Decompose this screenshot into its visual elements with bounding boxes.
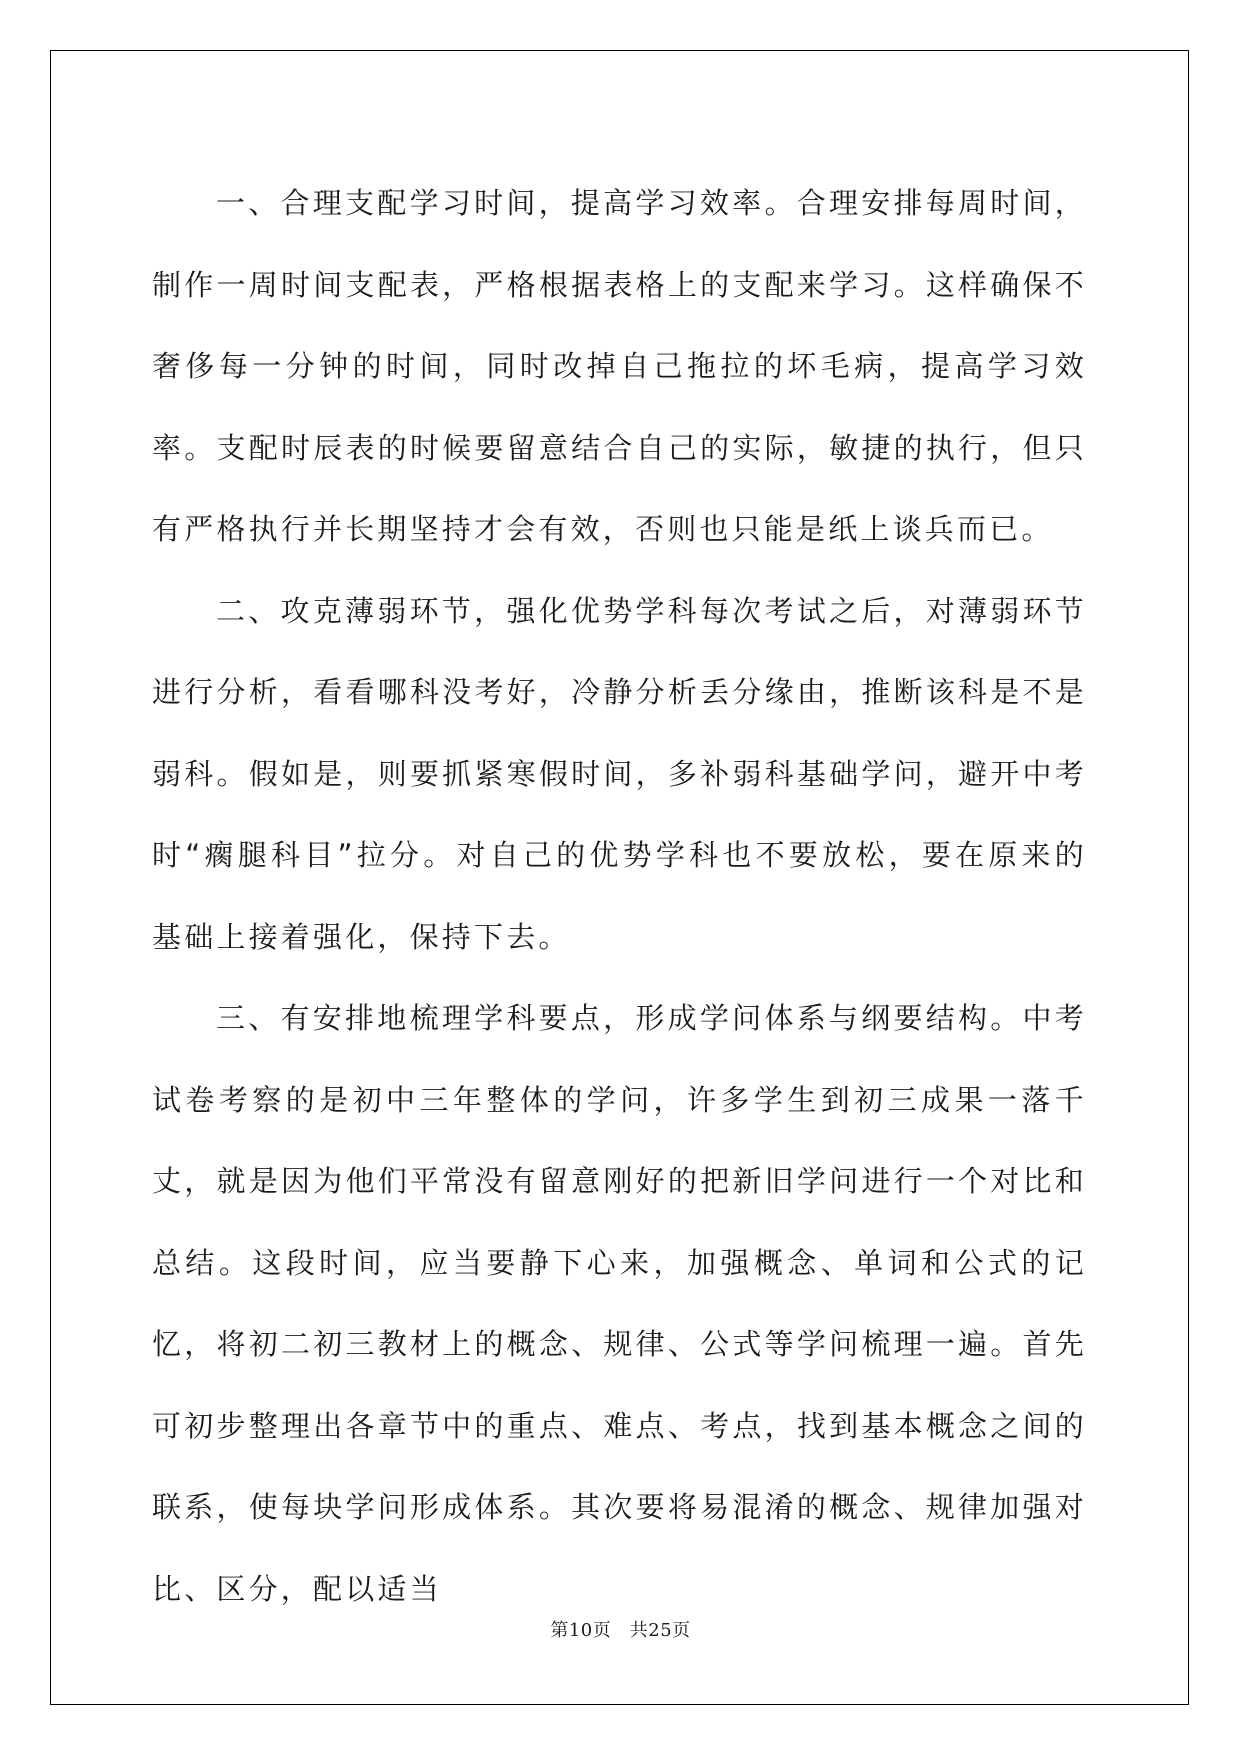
paragraph-1: 一、合理支配学习时间，提高学习效率。合理安排每周时间，制作一周时间支配表，严格根据表格上的支配来学习。这样确保不奢侈每一分钟的时间，同时改掉自己拖拉的坏毛病，提高学习效率。支配时辰表的时候要留意结合自己的实际，敏捷的执行，但只有严格执行并长期坚持才会有效，否则也只能是纸上谈兵而已。 — [152, 186, 1087, 546]
page-number-footer: 第10页 共25页 — [550, 1620, 691, 1641]
document-body — [152, 163, 1087, 1630]
paragraph-2: 二、攻克薄弱环节，强化优势学科每次考试之后，对薄弱环节进行分析，看看哪科没考好，冷静分析丢分缘由，推断该科是不是弱科。假如是，则要抓紧寒假时间，多补弱科基础学问，避开中考时“瘸腿科目”拉分。对自己的优势学科也不要放松，要在原来的基础上接着强化，保持下去。 — [152, 593, 1087, 954]
paragraph-3: 三、有安排地梳理学科要点，形成学问体系与纲要结构。中考试卷考察的是初中三年整体的学问，许多学生到初三成果一落千丈，就是因为他们平常没有留意刚好的把新旧学问进行一个对比和总结。这段时间，应当要静下心来，加强概念、单词和公式的记忆，将初二初三教材上的概念、规律、公式等学问梳理一遍。首先可初步整理出各章节中的重点、难点、考点，找到基本概念之间的联系，使每块学问形成体系。其次要将易混淆的概念、规律加强对比、区分，配以适当 — [152, 1001, 1087, 1606]
